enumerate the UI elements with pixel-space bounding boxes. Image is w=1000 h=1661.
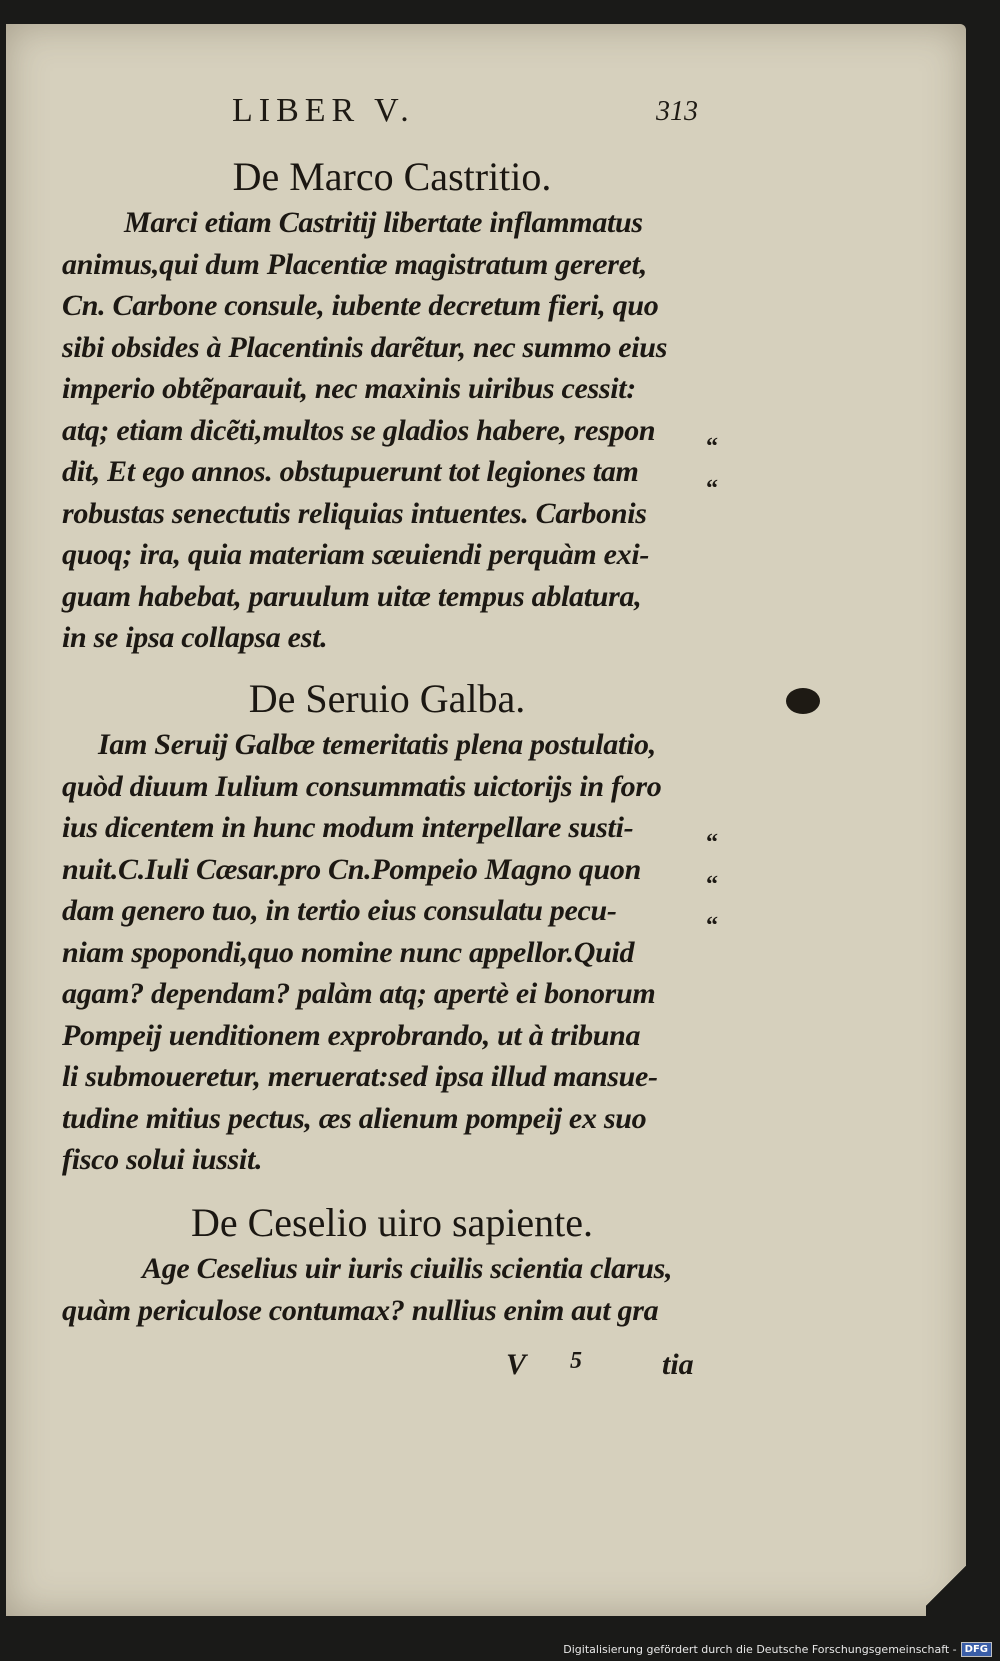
quote-mark: “ bbox=[706, 434, 718, 460]
text-line: agam? dependam? palàm atq; apertè ei bonorum bbox=[62, 977, 656, 1010]
running-head-title: LIBER V. bbox=[232, 92, 415, 129]
section-galba bbox=[62, 674, 702, 1181]
section-heading: De Seruio Galba. bbox=[248, 676, 526, 721]
text-line: li submoueretur, meruerat:sed ipsa illud mansue- bbox=[62, 1060, 658, 1093]
text-line: sibi obsides à Placentinis darẽtur, nec summo eius bbox=[62, 330, 668, 364]
text-line: quàm periculose contumax? nullius enim aut gra bbox=[62, 1293, 659, 1327]
text-line: Age Ceselius uir iuris ciuilis scientia clarus, bbox=[142, 1252, 673, 1285]
quote-mark: “ bbox=[706, 913, 718, 939]
text-line: fisco solui iussit. bbox=[62, 1143, 263, 1176]
text-line: dit, Et ego annos. obstupuerunt tot legiones tam bbox=[62, 455, 639, 488]
text-line: Marci etiam Castritij libertate inflammatus bbox=[124, 206, 643, 239]
text-line: tudine mitius pectus, æs alienum pompeij ex suo bbox=[62, 1101, 647, 1135]
page-corner bbox=[926, 1556, 966, 1616]
quote-marks-2 bbox=[706, 828, 718, 953]
text-line: atq; etiam dicẽti,multos se gladios habere, respon bbox=[62, 413, 656, 447]
dfg-logo: DFG bbox=[961, 1642, 992, 1657]
book-page bbox=[6, 24, 966, 1616]
text-line: in se ipsa collapsa est. bbox=[62, 621, 328, 654]
text-line: quoq; ira, quia materiam sæuiendi perquàm exi- bbox=[62, 538, 650, 571]
section-ceselio bbox=[62, 1198, 702, 1331]
text-line: guam habebat, paruulum uitæ tempus ablatura, bbox=[62, 579, 642, 613]
page-number: 313 bbox=[656, 96, 698, 127]
section-heading: De Marco Castritio. bbox=[232, 154, 552, 199]
digitization-footer bbox=[563, 1639, 992, 1659]
quote-mark: “ bbox=[706, 871, 718, 898]
section-heading: De Ceselio uiro sapiente. bbox=[190, 1200, 594, 1245]
text-line: animus,qui dum Placentiæ magistratum gereret, bbox=[62, 247, 647, 281]
text-line: nuit.C.Iuli Cæsar.pro Cn.Pompeio Magno quon bbox=[62, 852, 641, 886]
footer-credit: Digitalisierung gefördert durch die Deutsche Forschungsgemeinschaft - bbox=[563, 1642, 957, 1656]
signature-mark: V bbox=[506, 1348, 527, 1381]
text-line: Iam Seruij Galbæ temeritatis plena postulatio, bbox=[98, 728, 656, 761]
signature-number: 5 bbox=[570, 1348, 582, 1374]
text-line: Cn. Carbone consule, iubente decretum fieri, quo bbox=[62, 289, 659, 322]
quote-mark: “ bbox=[706, 830, 718, 856]
ink-blot bbox=[786, 688, 820, 714]
text-line: quòd diuum Iulium consummatis uictorijs in foro bbox=[62, 769, 662, 803]
text-line: Pompeij uenditionem exprobrando, ut à tribuna bbox=[62, 1018, 641, 1052]
text-line: niam spopondi,quo nomine nunc appellor.Quid bbox=[62, 935, 635, 969]
running-head bbox=[226, 92, 726, 142]
text-line: dam genero tuo, in tertio eius consulatu pecu- bbox=[62, 894, 617, 927]
text-line: robustas senectutis reliquias intuentes. Carbonis bbox=[62, 496, 647, 530]
quote-marks-1 bbox=[706, 432, 718, 515]
catchword: tia bbox=[662, 1348, 694, 1381]
section-castritio bbox=[62, 152, 702, 659]
text-line: ius dicentem in hunc modum interpellare susti- bbox=[62, 811, 634, 844]
quote-mark: “ bbox=[706, 475, 718, 502]
text-line: imperio obtẽparauit, nec maxinis uiribus cessit: bbox=[62, 372, 636, 405]
